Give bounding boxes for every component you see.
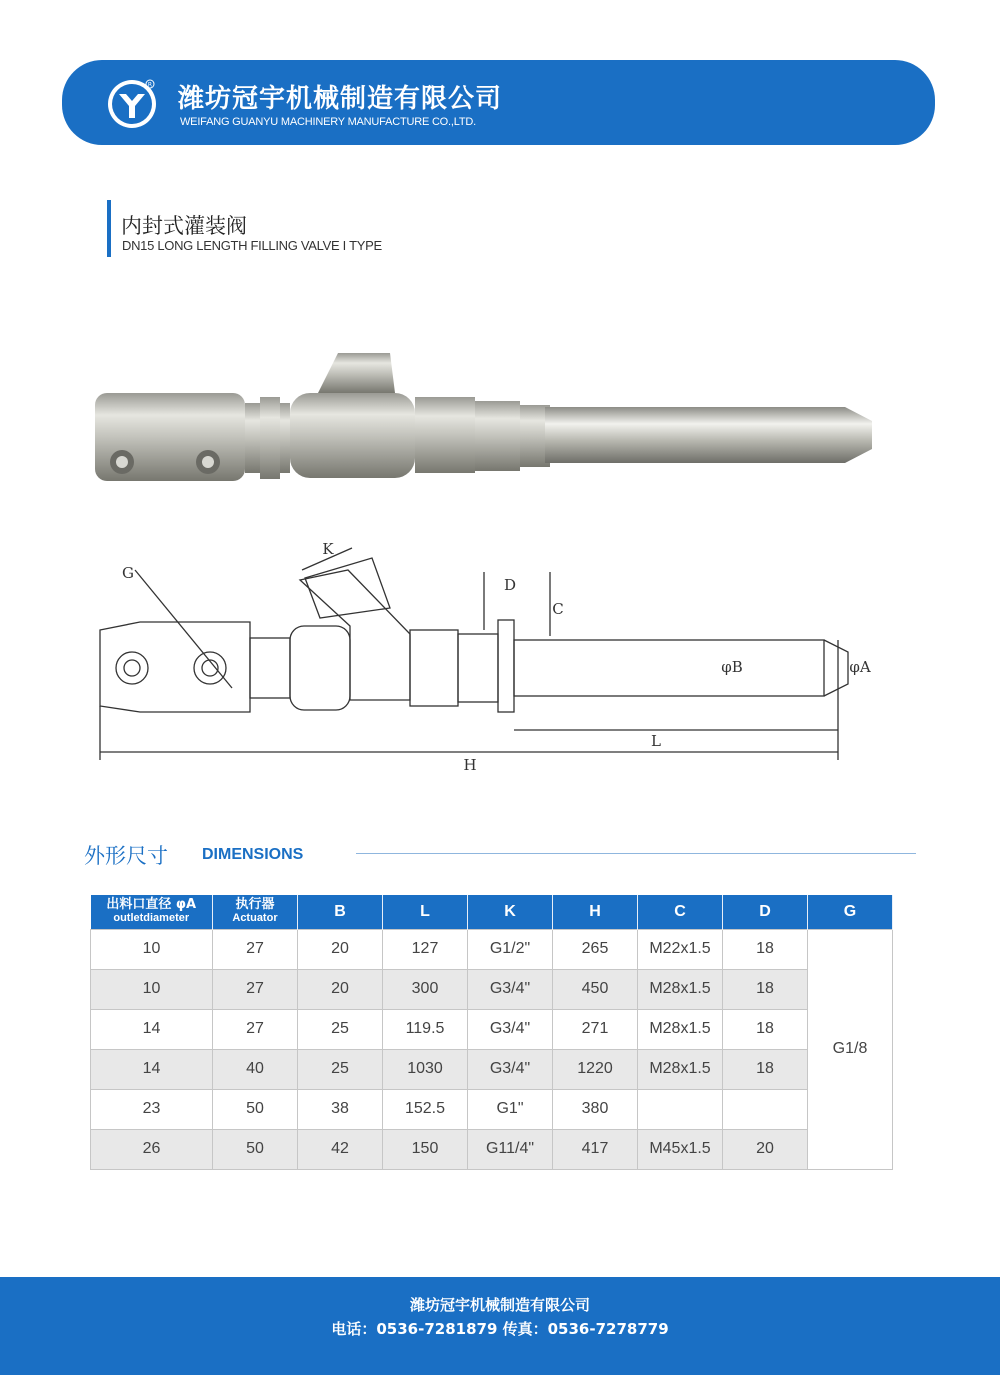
table-cell: 25 bbox=[298, 1009, 383, 1049]
table-cell: 10 bbox=[91, 929, 213, 969]
table-cell bbox=[638, 1089, 723, 1129]
dimensions-heading-cn: 外形尺寸 bbox=[84, 844, 168, 868]
dim-label-c: C bbox=[552, 600, 564, 618]
table-row bbox=[91, 1089, 893, 1129]
table-cell: 1220 bbox=[553, 1049, 638, 1089]
table-row bbox=[91, 1049, 893, 1089]
table-cell: 23 bbox=[91, 1089, 213, 1129]
table-cell: 25 bbox=[298, 1049, 383, 1089]
table-cell: 18 bbox=[723, 929, 808, 969]
heading-divider bbox=[356, 853, 916, 854]
col-header-h: H bbox=[553, 895, 638, 929]
table-cell: 20 bbox=[723, 1129, 808, 1169]
table-cell: 450 bbox=[553, 969, 638, 1009]
table-row bbox=[91, 1009, 893, 1049]
table-cell: G11/4" bbox=[468, 1129, 553, 1169]
table-cell: 18 bbox=[723, 1049, 808, 1089]
table-cell: 42 bbox=[298, 1129, 383, 1169]
table-cell: 14 bbox=[91, 1049, 213, 1089]
dim-label-b: φB bbox=[721, 658, 743, 676]
table-cell: 26 bbox=[91, 1129, 213, 1169]
table-cell: 1030 bbox=[383, 1049, 468, 1089]
col-header-actuator-cn: 执行器 bbox=[235, 897, 275, 913]
table-cell: 20 bbox=[298, 929, 383, 969]
table-cell: 20 bbox=[298, 969, 383, 1009]
table-header-row bbox=[91, 895, 893, 929]
table-cell: G1" bbox=[468, 1089, 553, 1129]
table-cell: 265 bbox=[553, 929, 638, 969]
dimensions-table bbox=[90, 895, 893, 1170]
col-header-l: L bbox=[383, 895, 468, 929]
title-accent-bar bbox=[107, 200, 111, 257]
table-cell: M28x1.5 bbox=[638, 1009, 723, 1049]
table-cell: 18 bbox=[723, 1009, 808, 1049]
table-cell: 10 bbox=[91, 969, 213, 1009]
product-title-cn: 内封式灌装阀 bbox=[121, 214, 247, 238]
table-cell: G3/4" bbox=[468, 969, 553, 1009]
table-cell: 380 bbox=[553, 1089, 638, 1129]
guanyu-logo-icon bbox=[105, 74, 161, 130]
dim-label-g: G bbox=[122, 564, 134, 582]
table-cell: 119.5 bbox=[383, 1009, 468, 1049]
table-cell: G3/4" bbox=[468, 1049, 553, 1089]
dim-label-a: φA bbox=[849, 658, 871, 676]
table-cell bbox=[723, 1089, 808, 1129]
col-header-g: G bbox=[808, 895, 893, 929]
table-row bbox=[91, 1129, 893, 1169]
company-name-en: WEIFANG GUANYU MACHINERY MANUFACTURE CO.,LTD. bbox=[180, 116, 476, 128]
dimensions-heading-en: DIMENSIONS bbox=[202, 846, 304, 863]
col-header-actuator-en: Actuator bbox=[232, 912, 278, 925]
col-header-outlet bbox=[91, 895, 213, 929]
table-cell: G3/4" bbox=[468, 1009, 553, 1049]
table-row bbox=[91, 969, 893, 1009]
table-cell: M28x1.5 bbox=[638, 1049, 723, 1089]
table-cell: 27 bbox=[213, 1009, 298, 1049]
footer-company-name: 潍坊冠宇机械制造有限公司 bbox=[409, 1296, 590, 1314]
table-cell-g: G1/8 bbox=[808, 929, 893, 1169]
table-cell: 50 bbox=[213, 1089, 298, 1129]
valve-photo bbox=[90, 345, 880, 495]
table-cell: 271 bbox=[553, 1009, 638, 1049]
footer-contact: 电话：0536-7281879 传真：0536-7278779 bbox=[331, 1320, 669, 1338]
table-cell: 50 bbox=[213, 1129, 298, 1169]
table-cell: 127 bbox=[383, 929, 468, 969]
table-cell: 38 bbox=[298, 1089, 383, 1129]
col-header-actuator bbox=[213, 895, 298, 929]
company-name-cn: 潍坊冠宇机械制造有限公司 bbox=[178, 84, 503, 114]
table-cell: M28x1.5 bbox=[638, 969, 723, 1009]
col-header-outlet-cn: 出料口直径 φA bbox=[106, 897, 197, 913]
table-cell: M45x1.5 bbox=[638, 1129, 723, 1169]
col-header-k: K bbox=[468, 895, 553, 929]
table-cell: 300 bbox=[383, 969, 468, 1009]
col-header-b: B bbox=[298, 895, 383, 929]
dim-label-l: L bbox=[651, 732, 661, 750]
table-cell: 417 bbox=[553, 1129, 638, 1169]
table-cell: M22x1.5 bbox=[638, 929, 723, 969]
table-cell: 40 bbox=[213, 1049, 298, 1089]
table-cell: 27 bbox=[213, 929, 298, 969]
table-cell: 152.5 bbox=[383, 1089, 468, 1129]
dim-label-d: D bbox=[503, 576, 517, 594]
table-cell: 150 bbox=[383, 1129, 468, 1169]
svg-text:R: R bbox=[147, 81, 153, 89]
dim-label-h: H bbox=[463, 756, 477, 774]
table-cell: 14 bbox=[91, 1009, 213, 1049]
dim-label-k: K bbox=[322, 540, 334, 558]
table-cell: G1/2" bbox=[468, 929, 553, 969]
col-header-d: D bbox=[723, 895, 808, 929]
table-row bbox=[91, 929, 893, 969]
col-header-c: C bbox=[638, 895, 723, 929]
table-cell: 27 bbox=[213, 969, 298, 1009]
col-header-outlet-en: outletdiameter bbox=[113, 912, 190, 925]
technical-drawing bbox=[90, 530, 880, 780]
product-title-en: DN15 LONG LENGTH FILLING VALVE I TYPE bbox=[122, 238, 382, 253]
table-cell: 18 bbox=[723, 969, 808, 1009]
